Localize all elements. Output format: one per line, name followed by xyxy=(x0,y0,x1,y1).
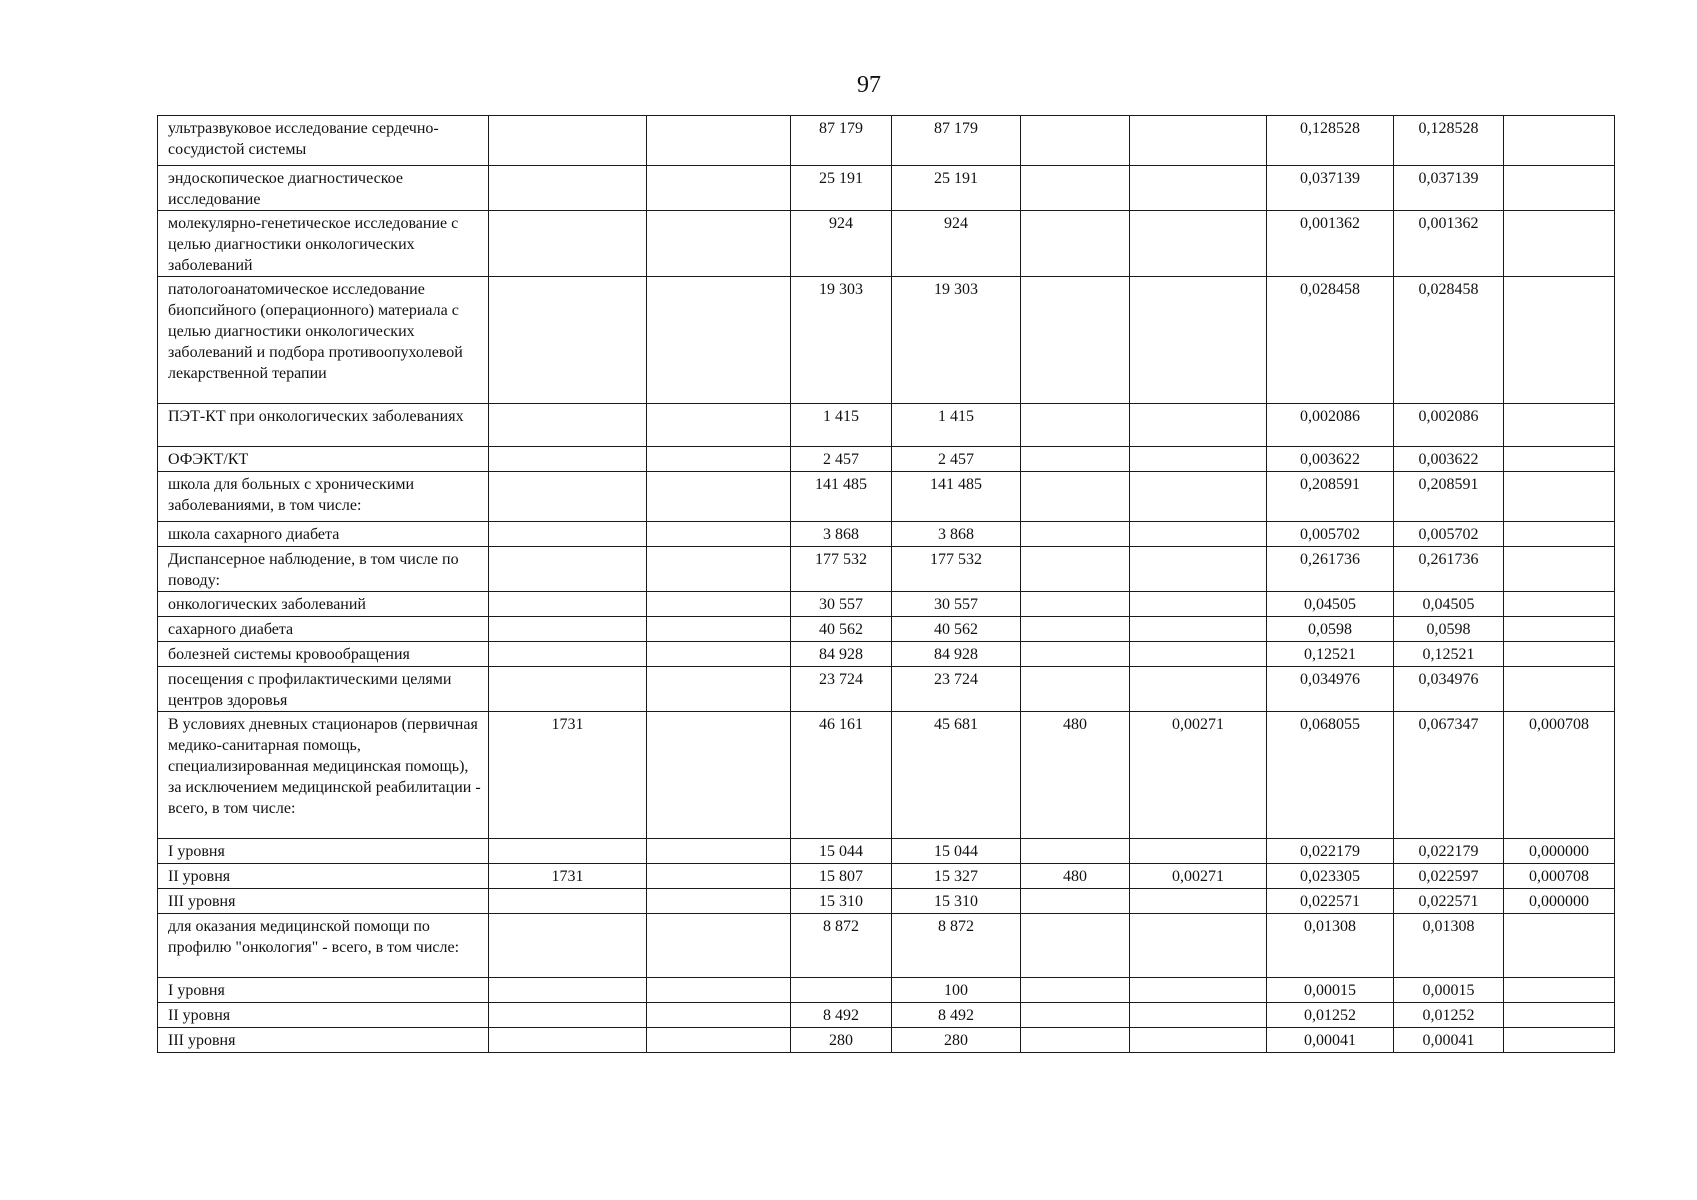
value-cell-col-10 xyxy=(1504,547,1615,592)
value-cell-col-6 xyxy=(1021,617,1130,642)
value-cell-col-9: 0,001362 xyxy=(1394,211,1504,277)
value-cell-col-4: 3 868 xyxy=(791,522,892,547)
row-name-cell: II уровня xyxy=(158,1003,489,1028)
value-cell-col-3 xyxy=(647,472,791,522)
value-cell-col-2 xyxy=(489,211,647,277)
value-cell-col-3 xyxy=(647,166,791,211)
value-cell-col-9: 0,261736 xyxy=(1394,547,1504,592)
value-cell-col-2 xyxy=(489,522,647,547)
row-name-cell: В условиях дневных стационаров (первичная медико-санитарная помощь, специализированная медицинская помощь), за исключением медицинской реабилитации - всего, в том числе: xyxy=(158,712,489,839)
value-cell-col-2: 1731 xyxy=(489,864,647,889)
value-cell-col-3 xyxy=(647,211,791,277)
table-row xyxy=(158,978,1615,1003)
value-cell-col-7 xyxy=(1130,642,1267,667)
value-cell-col-7 xyxy=(1130,447,1267,472)
value-cell-col-8: 0,037139 xyxy=(1267,166,1394,211)
value-cell-col-10: 0,000708 xyxy=(1504,864,1615,889)
value-cell-col-3 xyxy=(647,404,791,447)
value-cell-col-5: 30 557 xyxy=(892,592,1021,617)
value-cell-col-5: 19 303 xyxy=(892,277,1021,404)
value-cell-col-3 xyxy=(647,116,791,166)
value-cell-col-9: 0,00015 xyxy=(1394,978,1504,1003)
value-cell-col-5: 8 492 xyxy=(892,1003,1021,1028)
value-cell-col-10: 0,000000 xyxy=(1504,889,1615,914)
value-cell-col-5: 100 xyxy=(892,978,1021,1003)
value-cell-col-2 xyxy=(489,277,647,404)
value-cell-col-8: 0,002086 xyxy=(1267,404,1394,447)
value-cell-col-9: 0,002086 xyxy=(1394,404,1504,447)
value-cell-col-5: 8 872 xyxy=(892,914,1021,978)
row-name-cell: патологоанатомическое исследование биопсийного (операционного) материала с целью диагностики онкологических заболеваний и подбора противоопухолевой лекарственной терапии xyxy=(158,277,489,404)
row-name-cell: для оказания медицинской помощи по профилю "онкология" - всего, в том числе: xyxy=(158,914,489,978)
value-cell-col-4: 280 xyxy=(791,1028,892,1053)
value-cell-col-8: 0,01308 xyxy=(1267,914,1394,978)
table-row xyxy=(158,447,1615,472)
value-cell-col-10 xyxy=(1504,1028,1615,1053)
value-cell-col-2 xyxy=(489,978,647,1003)
page-number: 97 xyxy=(857,72,881,98)
value-cell-col-3 xyxy=(647,522,791,547)
value-cell-col-6 xyxy=(1021,116,1130,166)
row-name-cell: ультразвуковое исследование сердечно-сосудистой системы xyxy=(158,116,489,166)
value-cell-col-9: 0,005702 xyxy=(1394,522,1504,547)
value-cell-col-7 xyxy=(1130,914,1267,978)
row-name-cell: I уровня xyxy=(158,978,489,1003)
value-cell-col-7: 0,00271 xyxy=(1130,712,1267,839)
value-cell-col-3 xyxy=(647,667,791,712)
value-cell-col-10 xyxy=(1504,667,1615,712)
value-cell-col-10 xyxy=(1504,211,1615,277)
value-cell-col-3 xyxy=(647,642,791,667)
row-name-cell: школа для больных с хроническими заболеваниями, в том числе: xyxy=(158,472,489,522)
value-cell-col-10 xyxy=(1504,447,1615,472)
value-cell-col-9: 0,04505 xyxy=(1394,592,1504,617)
value-cell-col-10 xyxy=(1504,116,1615,166)
value-cell-col-2 xyxy=(489,592,647,617)
value-cell-col-5: 25 191 xyxy=(892,166,1021,211)
value-cell-col-8: 0,022179 xyxy=(1267,839,1394,864)
value-cell-col-9: 0,022571 xyxy=(1394,889,1504,914)
value-cell-col-4: 23 724 xyxy=(791,667,892,712)
table-row xyxy=(158,277,1615,404)
value-cell-col-6 xyxy=(1021,447,1130,472)
value-cell-col-7 xyxy=(1130,166,1267,211)
value-cell-col-10 xyxy=(1504,914,1615,978)
value-cell-col-3 xyxy=(647,547,791,592)
value-cell-col-3 xyxy=(647,617,791,642)
value-cell-col-4: 141 485 xyxy=(791,472,892,522)
value-cell-col-8: 0,005702 xyxy=(1267,522,1394,547)
row-name-cell: III уровня xyxy=(158,1028,489,1053)
value-cell-col-6 xyxy=(1021,277,1130,404)
value-cell-col-7 xyxy=(1130,889,1267,914)
value-cell-col-5: 40 562 xyxy=(892,617,1021,642)
value-cell-col-8: 0,00015 xyxy=(1267,978,1394,1003)
value-cell-col-8: 0,034976 xyxy=(1267,667,1394,712)
value-cell-col-7 xyxy=(1130,1003,1267,1028)
value-cell-col-2 xyxy=(489,889,647,914)
value-cell-col-4: 84 928 xyxy=(791,642,892,667)
value-cell-col-5: 1 415 xyxy=(892,404,1021,447)
value-cell-col-6 xyxy=(1021,1003,1130,1028)
value-cell-col-8: 0,028458 xyxy=(1267,277,1394,404)
value-cell-col-3 xyxy=(647,712,791,839)
value-cell-col-10 xyxy=(1504,472,1615,522)
value-cell-col-6 xyxy=(1021,889,1130,914)
value-cell-col-7: 0,00271 xyxy=(1130,864,1267,889)
table-row xyxy=(158,547,1615,592)
row-name-cell: школа сахарного диабета xyxy=(158,522,489,547)
table-row xyxy=(158,667,1615,712)
value-cell-col-10 xyxy=(1504,617,1615,642)
value-cell-col-7 xyxy=(1130,116,1267,166)
value-cell-col-2 xyxy=(489,914,647,978)
value-cell-col-4: 8 872 xyxy=(791,914,892,978)
value-cell-col-4: 15 044 xyxy=(791,839,892,864)
value-cell-col-8: 0,12521 xyxy=(1267,642,1394,667)
value-cell-col-8: 0,0598 xyxy=(1267,617,1394,642)
value-cell-col-9: 0,01252 xyxy=(1394,1003,1504,1028)
value-cell-col-8: 0,003622 xyxy=(1267,447,1394,472)
value-cell-col-2 xyxy=(489,472,647,522)
value-cell-col-10 xyxy=(1504,592,1615,617)
value-cell-col-3 xyxy=(647,864,791,889)
table-row xyxy=(158,617,1615,642)
value-cell-col-8: 0,261736 xyxy=(1267,547,1394,592)
value-cell-col-5: 15 327 xyxy=(892,864,1021,889)
value-cell-col-5: 280 xyxy=(892,1028,1021,1053)
value-cell-col-2 xyxy=(489,1028,647,1053)
value-cell-col-5: 23 724 xyxy=(892,667,1021,712)
value-cell-col-4: 15 807 xyxy=(791,864,892,889)
value-cell-col-6 xyxy=(1021,211,1130,277)
row-name-cell: III уровня xyxy=(158,889,489,914)
value-cell-col-10 xyxy=(1504,642,1615,667)
value-cell-col-2 xyxy=(489,547,647,592)
table-row xyxy=(158,404,1615,447)
table-row xyxy=(158,1003,1615,1028)
value-cell-col-5: 87 179 xyxy=(892,116,1021,166)
value-cell-col-2 xyxy=(489,839,647,864)
value-cell-col-9: 0,00041 xyxy=(1394,1028,1504,1053)
value-cell-col-9: 0,01308 xyxy=(1394,914,1504,978)
value-cell-col-4: 15 310 xyxy=(791,889,892,914)
value-cell-col-9: 0,022597 xyxy=(1394,864,1504,889)
value-cell-col-6 xyxy=(1021,166,1130,211)
row-name-cell: эндоскопическое диагностическое исследование xyxy=(158,166,489,211)
value-cell-col-7 xyxy=(1130,1028,1267,1053)
value-cell-col-10 xyxy=(1504,1003,1615,1028)
value-cell-col-7 xyxy=(1130,404,1267,447)
value-cell-col-2 xyxy=(489,1003,647,1028)
value-cell-col-3 xyxy=(647,277,791,404)
table-row xyxy=(158,864,1615,889)
value-cell-col-7 xyxy=(1130,592,1267,617)
value-cell-col-3 xyxy=(647,1028,791,1053)
value-cell-col-8: 0,022571 xyxy=(1267,889,1394,914)
value-cell-col-8: 0,00041 xyxy=(1267,1028,1394,1053)
value-cell-col-9: 0,037139 xyxy=(1394,166,1504,211)
value-cell-col-4: 30 557 xyxy=(791,592,892,617)
value-cell-col-6 xyxy=(1021,839,1130,864)
table-row xyxy=(158,914,1615,978)
value-cell-col-3 xyxy=(647,978,791,1003)
value-cell-col-4: 1 415 xyxy=(791,404,892,447)
value-cell-col-6 xyxy=(1021,914,1130,978)
table-row xyxy=(158,472,1615,522)
value-cell-col-5: 924 xyxy=(892,211,1021,277)
value-cell-col-3 xyxy=(647,914,791,978)
value-cell-col-8: 0,001362 xyxy=(1267,211,1394,277)
value-cell-col-4 xyxy=(791,978,892,1003)
value-cell-col-4: 40 562 xyxy=(791,617,892,642)
value-cell-col-5: 84 928 xyxy=(892,642,1021,667)
value-cell-col-9: 0,12521 xyxy=(1394,642,1504,667)
value-cell-col-7 xyxy=(1130,211,1267,277)
value-cell-col-3 xyxy=(647,839,791,864)
value-cell-col-8: 0,128528 xyxy=(1267,116,1394,166)
row-name-cell: молекулярно-генетическое исследование с целью диагностики онкологических заболеваний xyxy=(158,211,489,277)
row-name-cell: I уровня xyxy=(158,839,489,864)
value-cell-col-7 xyxy=(1130,839,1267,864)
value-cell-col-2 xyxy=(489,404,647,447)
value-cell-col-9: 0,0598 xyxy=(1394,617,1504,642)
value-cell-col-2 xyxy=(489,617,647,642)
table-body xyxy=(158,116,1615,1053)
value-cell-col-3 xyxy=(647,1003,791,1028)
value-cell-col-2 xyxy=(489,447,647,472)
value-cell-col-6: 480 xyxy=(1021,712,1130,839)
value-cell-col-5: 2 457 xyxy=(892,447,1021,472)
value-cell-col-4: 2 457 xyxy=(791,447,892,472)
table-row xyxy=(158,116,1615,166)
value-cell-col-6 xyxy=(1021,592,1130,617)
value-cell-col-7 xyxy=(1130,617,1267,642)
value-cell-col-9: 0,003622 xyxy=(1394,447,1504,472)
value-cell-col-6 xyxy=(1021,472,1130,522)
value-cell-col-3 xyxy=(647,889,791,914)
value-cell-col-2 xyxy=(489,166,647,211)
value-cell-col-2 xyxy=(489,116,647,166)
table-row xyxy=(158,592,1615,617)
value-cell-col-6 xyxy=(1021,1028,1130,1053)
table-row xyxy=(158,642,1615,667)
table-row xyxy=(158,839,1615,864)
value-cell-col-6: 480 xyxy=(1021,864,1130,889)
value-cell-col-8: 0,01252 xyxy=(1267,1003,1394,1028)
value-cell-col-2 xyxy=(489,642,647,667)
row-name-cell: сахарного диабета xyxy=(158,617,489,642)
value-cell-col-10: 0,000708 xyxy=(1504,712,1615,839)
value-cell-col-10 xyxy=(1504,978,1615,1003)
value-cell-col-5: 177 532 xyxy=(892,547,1021,592)
value-cell-col-6 xyxy=(1021,522,1130,547)
value-cell-col-10: 0,000000 xyxy=(1504,839,1615,864)
row-name-cell: болезней системы кровообращения xyxy=(158,642,489,667)
value-cell-col-4: 8 492 xyxy=(791,1003,892,1028)
value-cell-col-6 xyxy=(1021,642,1130,667)
value-cell-col-9: 0,067347 xyxy=(1394,712,1504,839)
value-cell-col-3 xyxy=(647,447,791,472)
value-cell-col-5: 3 868 xyxy=(892,522,1021,547)
value-cell-col-5: 15 310 xyxy=(892,889,1021,914)
value-cell-col-10 xyxy=(1504,166,1615,211)
value-cell-col-6 xyxy=(1021,404,1130,447)
table-row xyxy=(158,522,1615,547)
value-cell-col-5: 141 485 xyxy=(892,472,1021,522)
table-row xyxy=(158,1028,1615,1053)
row-name-cell: Диспансерное наблюдение, в том числе по поводу: xyxy=(158,547,489,592)
table-row xyxy=(158,889,1615,914)
value-cell-col-9: 0,208591 xyxy=(1394,472,1504,522)
value-cell-col-9: 0,028458 xyxy=(1394,277,1504,404)
data-table xyxy=(157,115,1615,1053)
value-cell-col-10 xyxy=(1504,277,1615,404)
value-cell-col-8: 0,04505 xyxy=(1267,592,1394,617)
value-cell-col-8: 0,208591 xyxy=(1267,472,1394,522)
value-cell-col-7 xyxy=(1130,978,1267,1003)
value-cell-col-6 xyxy=(1021,667,1130,712)
value-cell-col-4: 46 161 xyxy=(791,712,892,839)
row-name-cell: ПЭТ-КТ при онкологических заболеваниях xyxy=(158,404,489,447)
value-cell-col-9: 0,034976 xyxy=(1394,667,1504,712)
row-name-cell: посещения с профилактическими целями центров здоровья xyxy=(158,667,489,712)
value-cell-col-2 xyxy=(489,667,647,712)
value-cell-col-10 xyxy=(1504,522,1615,547)
value-cell-col-7 xyxy=(1130,277,1267,404)
value-cell-col-4: 19 303 xyxy=(791,277,892,404)
value-cell-col-5: 45 681 xyxy=(892,712,1021,839)
row-name-cell: онкологических заболеваний xyxy=(158,592,489,617)
value-cell-col-4: 87 179 xyxy=(791,116,892,166)
table-row xyxy=(158,211,1615,277)
value-cell-col-4: 25 191 xyxy=(791,166,892,211)
value-cell-col-7 xyxy=(1130,547,1267,592)
value-cell-col-5: 15 044 xyxy=(892,839,1021,864)
value-cell-col-2: 1731 xyxy=(489,712,647,839)
table-row xyxy=(158,712,1615,839)
value-cell-col-3 xyxy=(647,592,791,617)
value-cell-col-10 xyxy=(1504,404,1615,447)
value-cell-col-8: 0,068055 xyxy=(1267,712,1394,839)
value-cell-col-6 xyxy=(1021,547,1130,592)
value-cell-col-6 xyxy=(1021,978,1130,1003)
row-name-cell: ОФЭКТ/КТ xyxy=(158,447,489,472)
row-name-cell: II уровня xyxy=(158,864,489,889)
value-cell-col-9: 0,022179 xyxy=(1394,839,1504,864)
table-row xyxy=(158,166,1615,211)
value-cell-col-7 xyxy=(1130,472,1267,522)
value-cell-col-9: 0,128528 xyxy=(1394,116,1504,166)
value-cell-col-4: 177 532 xyxy=(791,547,892,592)
value-cell-col-7 xyxy=(1130,667,1267,712)
value-cell-col-7 xyxy=(1130,522,1267,547)
value-cell-col-8: 0,023305 xyxy=(1267,864,1394,889)
value-cell-col-4: 924 xyxy=(791,211,892,277)
